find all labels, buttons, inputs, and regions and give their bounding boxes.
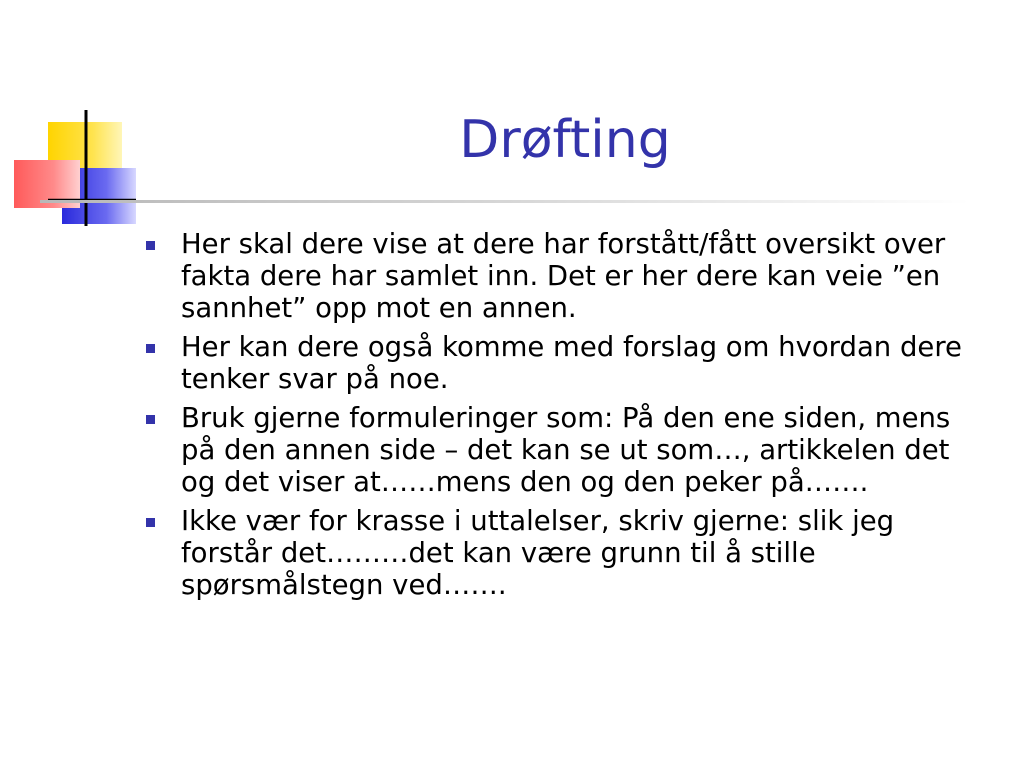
slide-title: Drøfting [459,110,671,170]
bullet-text: Ikke vær for krasse i uttalelser, skriv gjerne: slik jeg forstår det………det kan være grunn til å stille spørsmålstegn ved……. [181,505,895,601]
bullet-item [140,331,980,395]
title-divider [40,200,970,203]
bullet-item [140,228,980,324]
bullet-text: Bruk gjerne formuleringer som: På den ene siden, mens på den annen side – det kan se ut som…, artikkelen det og det viser at……mens den og den peker på……. [181,402,951,498]
bullet-text: Her skal dere vise at dere har forstått/fått oversikt over fakta dere har samlet inn. Det er her dere kan veie ”en sannhet” opp mot en annen. [181,228,946,324]
square-bullet-icon [146,344,155,353]
decorative-squares-logo [0,0,150,240]
bullet-item [140,505,980,601]
square-bullet-icon [146,241,155,250]
square-bullet-icon [146,518,155,527]
square-bullet-icon [146,415,155,424]
bullet-text: Her kan dere også komme med forslag om hvordan dere tenker svar på noe. [181,331,962,395]
bullet-item [140,402,980,498]
bullet-list [140,228,980,608]
